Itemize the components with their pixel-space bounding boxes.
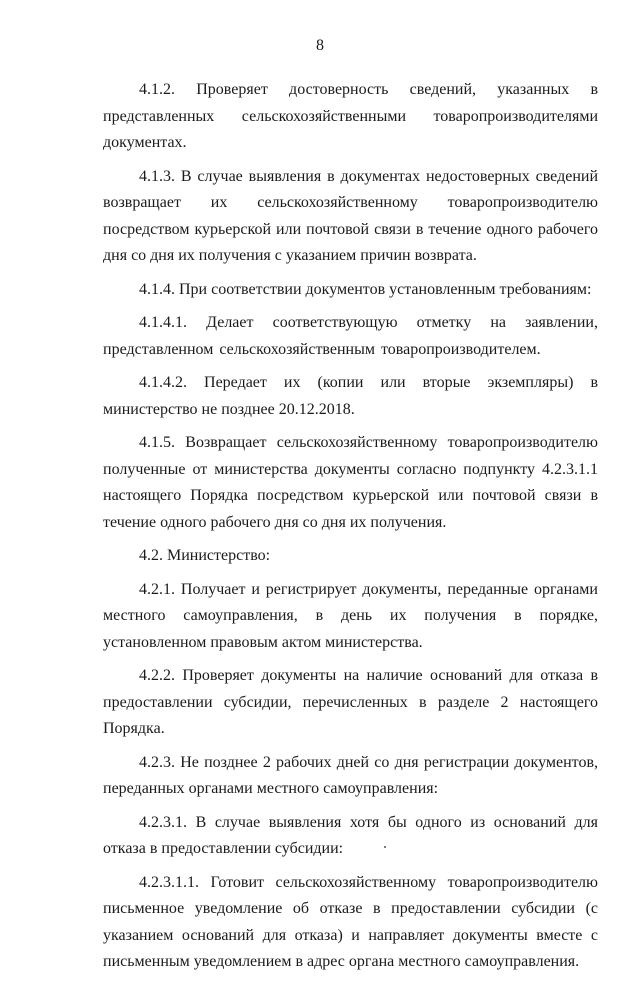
paragraph-4-2-3-1-1: 4.2.3.1.1. Готовит сельскохозяйственному товаропроизводителю письменное уведомление об отказе в предоставлении субсидии (с указанием оснований для отказа) и направляет документы вместе с письменным уведомлением в адрес органа местного самоуправления. (103, 873, 598, 970)
paragraph-4-1-3: 4.1.3. В случае выявления в документах недостоверных сведений возвращает их сельскохозяйственному товаропроизводителю посредством курьерской или почтовой связи в течение одного рабочего дня со дня их получения с указанием причин возврата. (103, 167, 598, 264)
paragraph-4-1-4: 4.1.4. При соответствии документов установленным требованиям: (139, 280, 592, 298)
paragraph-4-1-4-1: 4.1.4.1. Делает соответствующую отметку на заявлении, представленном сельскохозяйственным товаропроизводителем. (103, 314, 598, 358)
paragraph-4-2: 4.2. Министерство: (139, 547, 271, 564)
scan-speck (384, 846, 386, 848)
paragraph-4-2-1: 4.2.1. Получает и регистрирует документы, переданные органами местного самоуправления, в день их получения в порядке, установленном правовым актом министерства. (103, 580, 598, 651)
paragraph-4-2-3-1: 4.2.3.1. В случае выявления хотя бы одного из оснований для отказа в предоставлении субсидии: (103, 813, 598, 857)
paragraph-4-2-2: 4.2.2. Проверяет документы на наличие оснований для отказа в предоставлении субсидии, перечисленных в разделе 2 настоящего Порядка. (103, 667, 598, 737)
paragraph-4-2-3: 4.2.3. Не позднее 2 рабочих дней со дня регистрации документов, переданных органами местного самоуправления: (103, 753, 598, 797)
paragraph-4-1-5: 4.1.5. Возвращает сельскохозяйственному товаропроизводителю полученные от министерства документы согласно подпункту 4.2.3.1.1 настоящего Порядка посредством курьерской или почтовой связи в течение одного рабочего дня со дня их получения. (103, 434, 598, 531)
paragraph-4-1-2: 4.1.2. Проверяет достоверность сведений, указанных в представленных сельскохозяйственными товаропроизводителями документах. (103, 81, 598, 151)
document-body (103, 77, 598, 983)
page-number: 8 (316, 37, 324, 54)
paragraph-4-1-4-2: 4.1.4.2. Передает их (копии или вторые экземпляры) в министерство не позднее 20.12.2018. (103, 374, 598, 418)
